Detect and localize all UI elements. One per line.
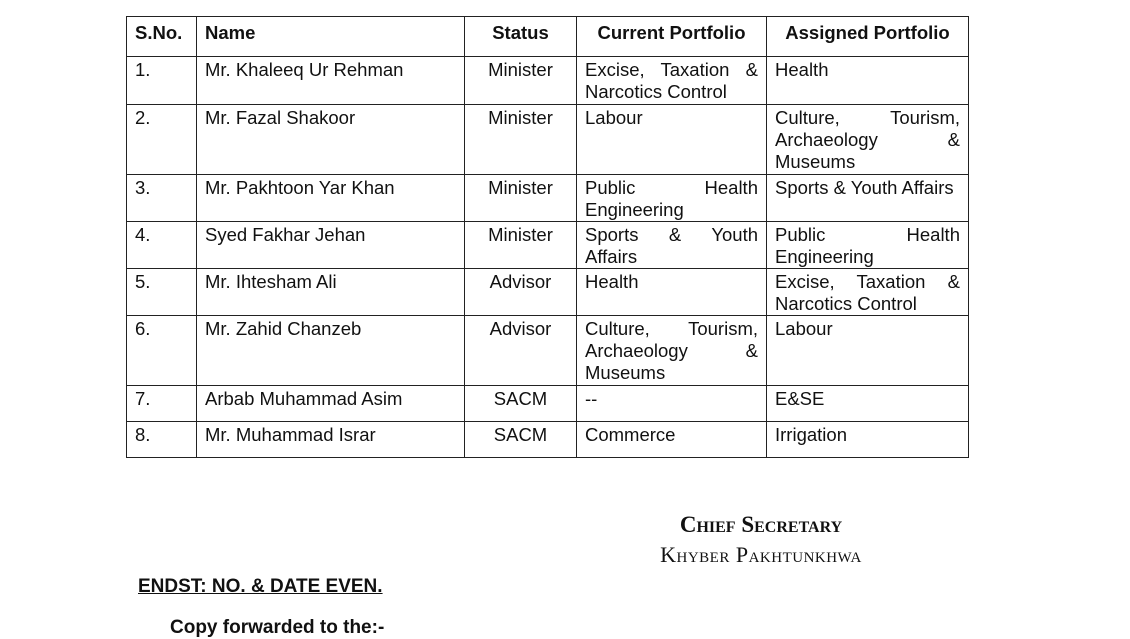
row-name: Mr. Muhammad Israr <box>197 422 465 458</box>
row-assigned-portfolio: Excise, Taxation & Narcotics Control <box>767 269 969 316</box>
portfolio-table <box>126 16 969 458</box>
row-current-portfolio: -- <box>577 386 767 422</box>
row-status: Minister <box>465 175 577 222</box>
signatory-title: Chief Secretary <box>679 512 843 537</box>
table-row <box>127 316 969 386</box>
row-name: Mr. Khaleeq Ur Rehman <box>197 57 465 105</box>
row-current-portfolio: Commerce <box>577 422 767 458</box>
table-row <box>127 105 969 175</box>
table-row <box>127 269 969 316</box>
table-row <box>127 422 969 458</box>
table-row <box>127 57 969 105</box>
row-assigned-portfolio: Irrigation <box>767 422 969 458</box>
table-row <box>127 386 969 422</box>
table-header-row <box>127 17 969 57</box>
row-current-portfolio: Public Health Engineering <box>577 175 767 222</box>
row-assigned-portfolio: E&SE <box>767 386 969 422</box>
row-sno: 1. <box>127 57 197 105</box>
row-sno: 2. <box>127 105 197 175</box>
row-name: Syed Fakhar Jehan <box>197 222 465 269</box>
copy-forwarded-line: Copy forwarded to the:- <box>170 617 385 638</box>
signatory-province: Khyber Pakhtunkhwa <box>660 542 862 567</box>
row-name: Mr. Ihtesham Ali <box>197 269 465 316</box>
row-status: Advisor <box>465 269 577 316</box>
header-assigned-portfolio: Assigned Portfolio <box>767 17 969 57</box>
row-name: Arbab Muhammad Asim <box>197 386 465 422</box>
row-current-portfolio: Labour <box>577 105 767 175</box>
row-status: Minister <box>465 57 577 105</box>
row-status: Advisor <box>465 316 577 386</box>
header-current-portfolio: Current Portfolio <box>577 17 767 57</box>
row-current-portfolio: Health <box>577 269 767 316</box>
row-name: Mr. Pakhtoon Yar Khan <box>197 175 465 222</box>
signature-block <box>620 510 902 570</box>
row-assigned-portfolio: Culture, Tourism, Archaeology & Museums <box>767 105 969 175</box>
row-status: SACM <box>465 386 577 422</box>
header-sno: S.No. <box>127 17 197 57</box>
row-current-portfolio: Excise, Taxation & Narcotics Control <box>577 57 767 105</box>
row-assigned-portfolio: Labour <box>767 316 969 386</box>
table-row <box>127 175 969 222</box>
endorsement-heading: ENDST: NO. & DATE EVEN. <box>138 576 383 597</box>
row-sno: 6. <box>127 316 197 386</box>
row-status: Minister <box>465 105 577 175</box>
row-sno: 7. <box>127 386 197 422</box>
header-name: Name <box>197 17 465 57</box>
row-sno: 4. <box>127 222 197 269</box>
row-assigned-portfolio: Sports & Youth Affairs <box>767 175 969 222</box>
row-sno: 3. <box>127 175 197 222</box>
row-name: Mr. Zahid Chanzeb <box>197 316 465 386</box>
row-name: Mr. Fazal Shakoor <box>197 105 465 175</box>
row-current-portfolio: Sports & Youth Affairs <box>577 222 767 269</box>
header-status: Status <box>465 17 577 57</box>
row-assigned-portfolio: Health <box>767 57 969 105</box>
row-assigned-portfolio: Public Health Engineering <box>767 222 969 269</box>
row-status: Minister <box>465 222 577 269</box>
row-sno: 5. <box>127 269 197 316</box>
table-row <box>127 222 969 269</box>
row-current-portfolio: Culture, Tourism, Archaeology & Museums <box>577 316 767 386</box>
row-sno: 8. <box>127 422 197 458</box>
row-status: SACM <box>465 422 577 458</box>
